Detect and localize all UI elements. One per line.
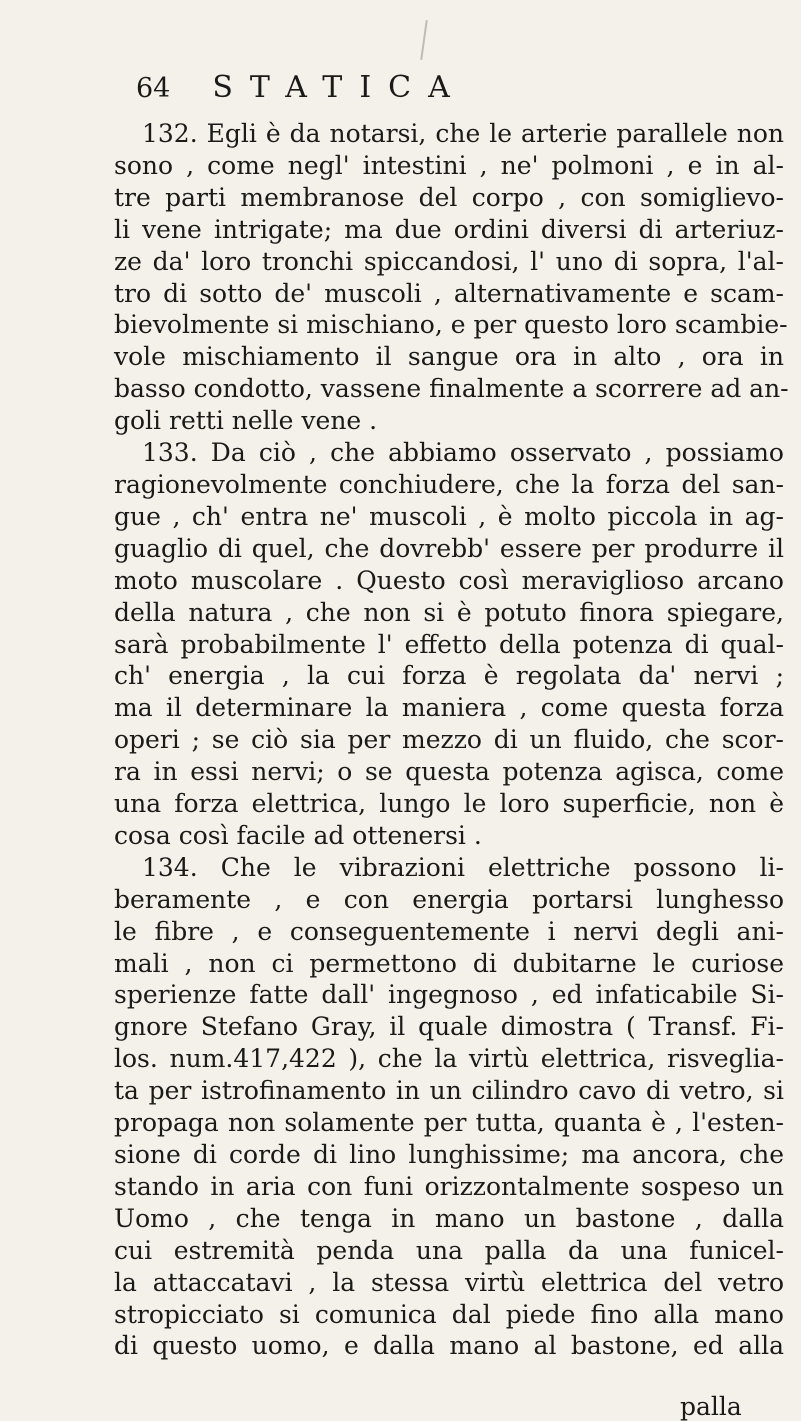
text-line: ze da' loro tronchi spiccandosi, l' uno di sopra, l'al- (114, 246, 784, 276)
text-line: tro di sotto de' muscoli , alternativamente e scam- (114, 278, 784, 308)
text-line: goli retti nelle vene . (114, 406, 378, 436)
text-line: sarà probabilmente l' effetto della potenza di qual- (114, 629, 784, 659)
text-line: 132. Egli è da notarsi, che le arterie parallele non (142, 119, 784, 148)
text-line: gnore Stefano Gray, il quale dimostra ( Transf. Fi- (114, 1012, 784, 1042)
running-title: STATICA (212, 70, 467, 105)
text-line: la attaccatavi , la stessa virtù elettrica del vetro (114, 1267, 784, 1297)
text-line: 133. Da ciò , che abbiamo osservato , possiamo (142, 438, 784, 468)
text-line: cosa così facile ad ottenersi . (114, 820, 482, 850)
text-line: Uomo , che tenga in mano un bastone , dalla (114, 1203, 784, 1233)
text-line: operi ; se ciò sia per mezzo di un fluido, che scor- (114, 725, 784, 755)
text-line: sperienze fatte dall' ingegnoso , ed infaticabile Si- (114, 980, 784, 1010)
text-line: mali , non ci permettono di dubitarne le curiose (114, 948, 784, 978)
text-line: moto muscolare . Questo così meraviglioso arcano (114, 565, 784, 595)
text-line: ragionevolmente conchiudere, che la forza del san- (114, 469, 784, 499)
page-number: 64 (136, 73, 171, 104)
text-line: ma il determinare la maniera , come questa forza (114, 693, 784, 723)
text-line: sione di corde di lino lunghissime; ma ancora, che (114, 1140, 784, 1169)
text-line: stando in aria con funi orizzontalmente sospeso un (114, 1171, 784, 1201)
text-line: della natura , che non si è potuto finora spiegare, (114, 597, 784, 627)
text-line: una forza elettrica, lungo le loro superficie, non è (114, 789, 784, 819)
text-line: propaga non solamente per tutta, quanta è , l'esten- (114, 1108, 784, 1138)
text-line: di questo uomo, e dalla mano al bastone, ed alla (114, 1331, 784, 1361)
text-line: gue , ch' entra ne' muscoli , è molto piccola in ag- (114, 501, 784, 531)
text-line: le fibre , e conseguentemente i nervi degli ani- (114, 916, 784, 946)
text-line: stropicciato si comunica dal piede fino alla mano (114, 1299, 784, 1329)
catchword: palla (680, 1392, 742, 1421)
text-line: li vene intrigate; ma due ordini diversi di arteriuz- (114, 214, 784, 244)
text-line: bievolmente si mischiano, e per questo loro scambie- (114, 310, 788, 340)
text-line: beramente , e con energia portarsi lunghesso (114, 884, 784, 914)
scan-mark (420, 20, 428, 60)
text-line: ta per istrofinamento in un cilindro cavo di vetro, si (114, 1076, 784, 1106)
text-line: ra in essi nervi; o se questa potenza agisca, come (114, 757, 784, 787)
text-line: guaglio di quel, che dovrebb' essere per produrre il (114, 533, 784, 563)
page-header (136, 70, 696, 120)
text-line: tre parti membranose del corpo , con somiglievo- (114, 182, 784, 212)
body-text (114, 118, 789, 1362)
text-line: los. num.417,422 ), che la virtù elettrica, risveglia- (114, 1044, 784, 1074)
text-line: 134. Che le vibrazioni elettriche possono li- (142, 852, 784, 882)
text-line: vole mischiamento il sangue ora in alto , ora in (114, 342, 784, 372)
text-line: basso condotto, vassene finalmente a scorrere ad an- (114, 374, 789, 404)
text-line: cui estremità penda una palla da una funicel- (114, 1235, 784, 1265)
text-line: ch' energia , la cui forza è regolata da' nervi ; (114, 661, 784, 691)
text-line: sono , come negl' intestini , ne' polmoni , e in al- (114, 150, 784, 180)
